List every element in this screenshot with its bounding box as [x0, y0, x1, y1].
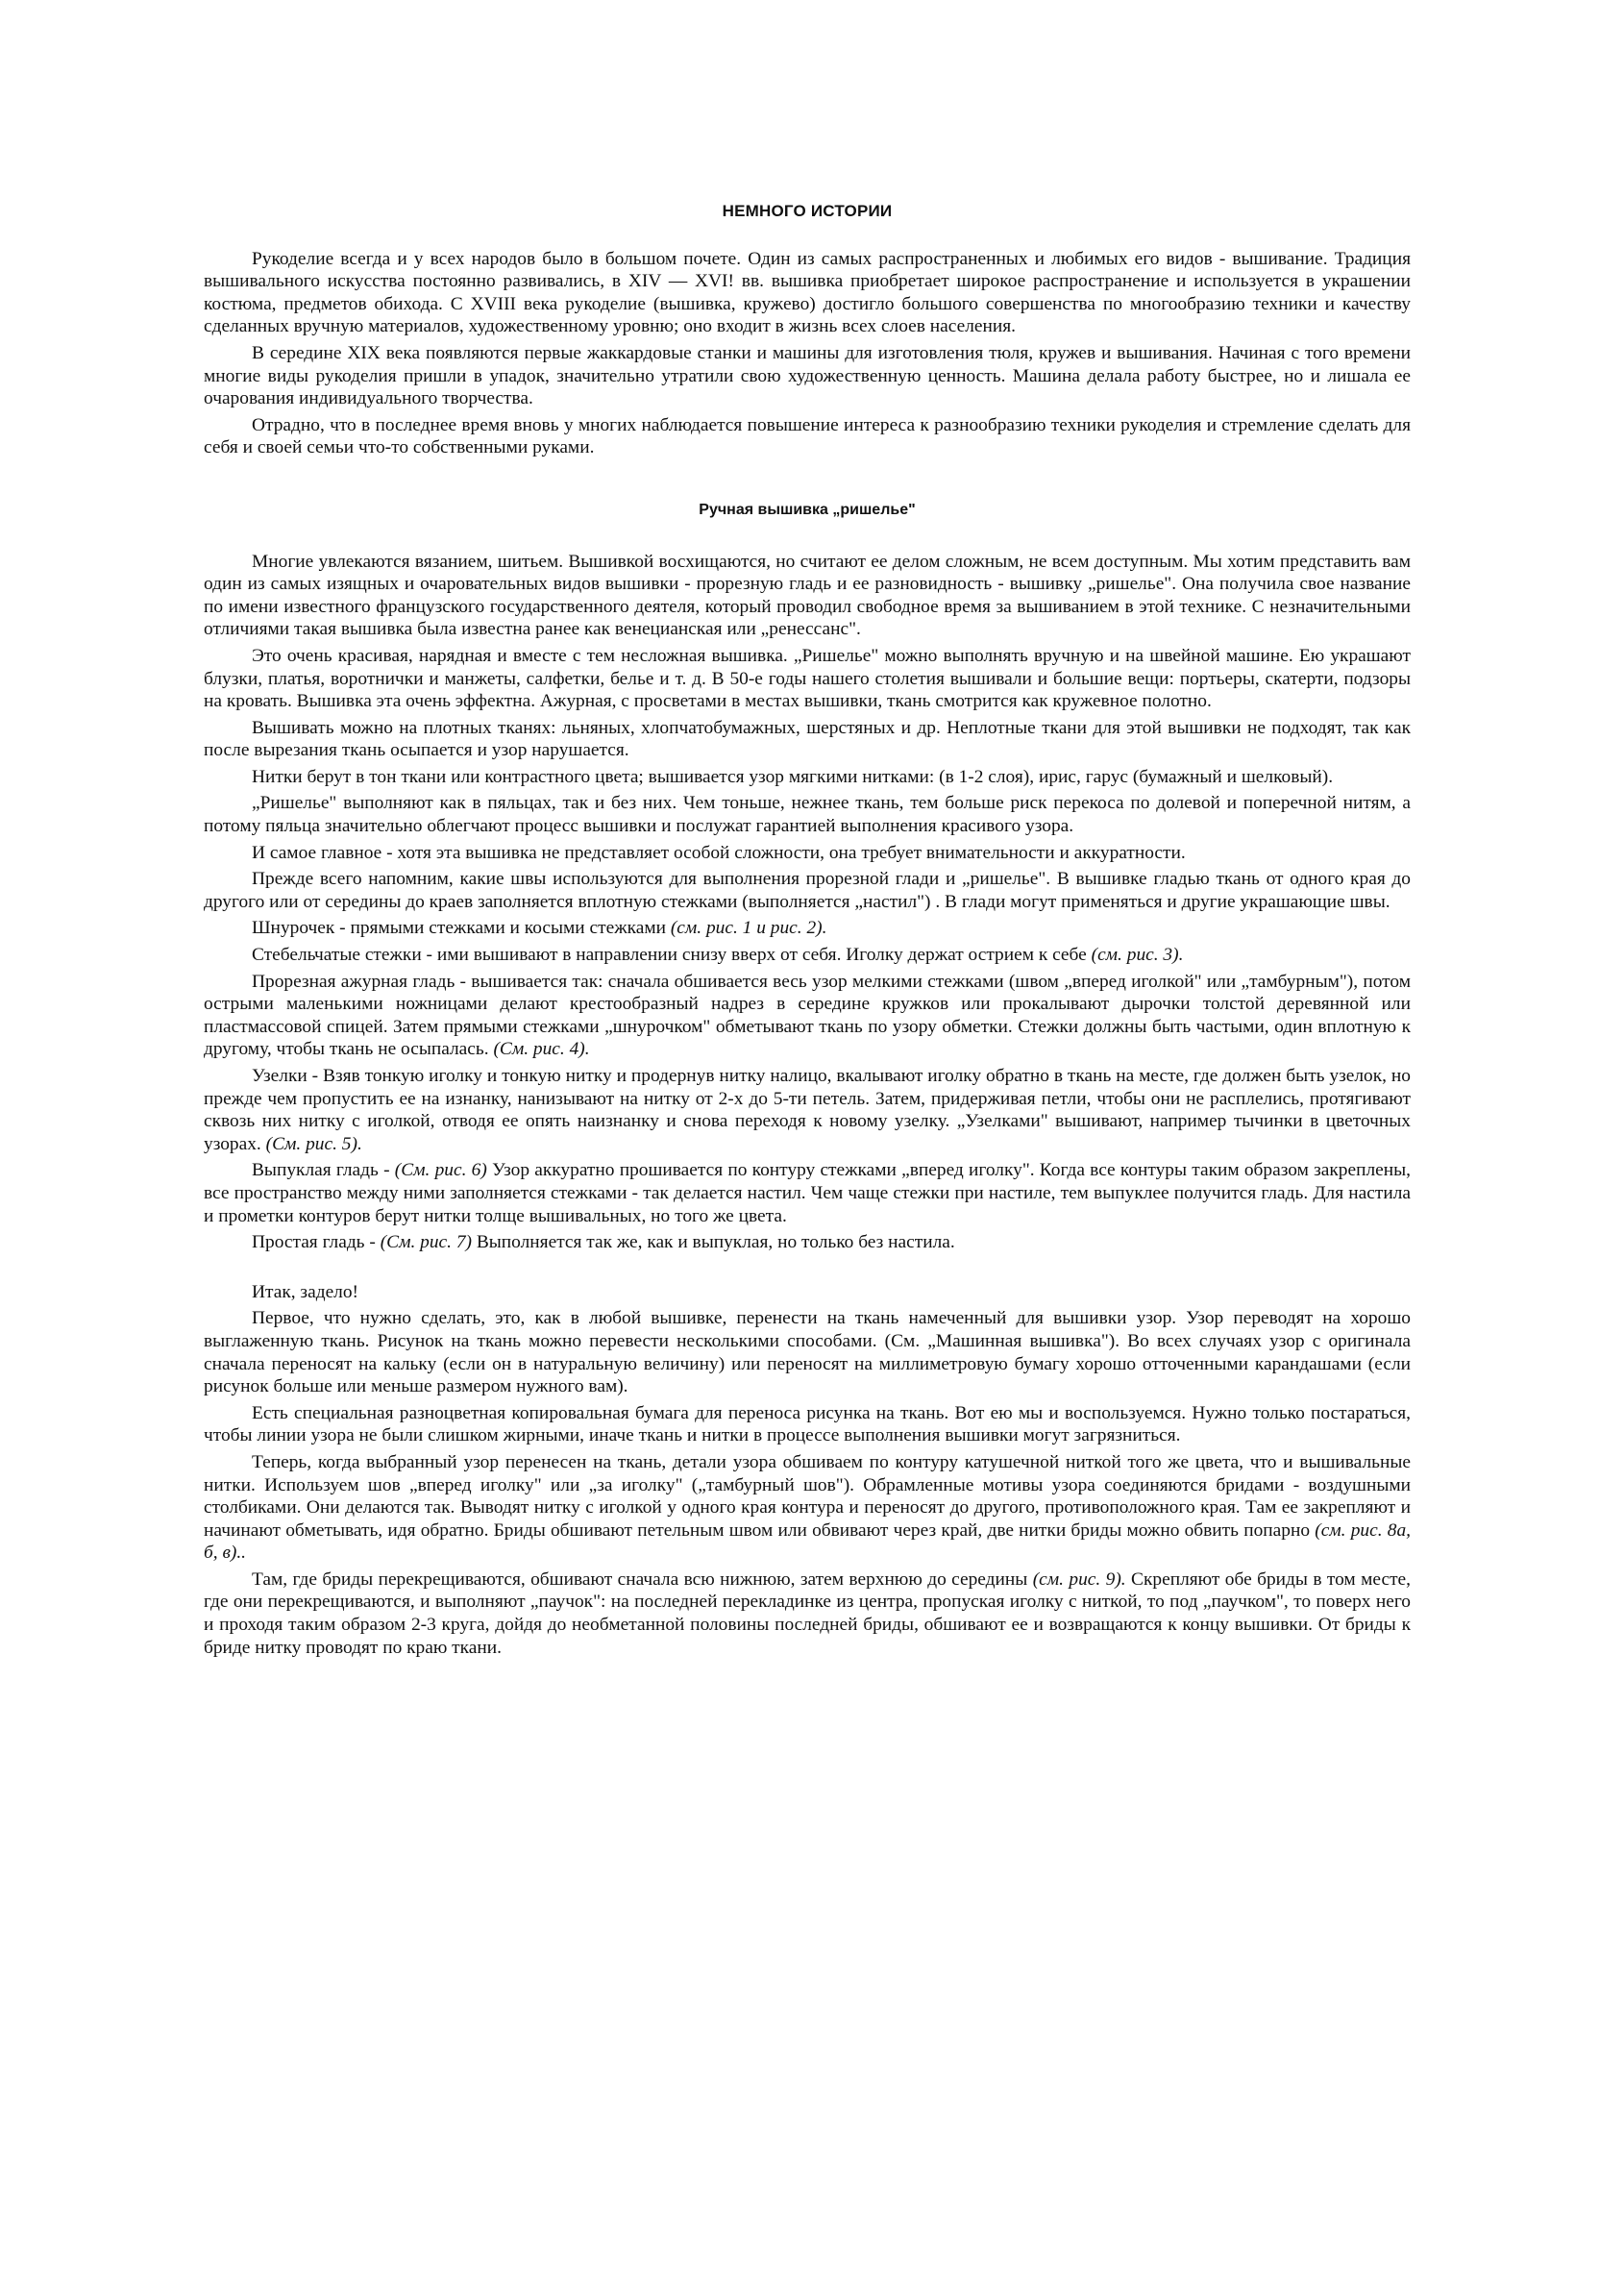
paragraph-raised-satin	[204, 1159, 1411, 1227]
paragraph-stitches: Прежде всего напомним, какие швы используются для выполнения прорезной глади и „ришелье". В вышивке гладью ткань от одного края до другого или от середины до краев заполняется вплотную стежками (выполняется „настил") . В глади могут применяться и другие украшающие швы.	[204, 869, 1411, 912]
history-paragraph-1: Рукоделие всегда и у всех народов было в большом почете. Один из самых распространенных и любимых его видов - вышивание. Традиция вышивального искусства постоянно развивались, в XIV — XVI! вв. вышивка приобретает широкое распространение и используется в украшении костюма, предметов обихода. С XVIII века рукоделие (вышивка, кружево) достигло большого совершенства по многообразию техники и качеству сделанных вручную материалов, художественному уровню; оно входит в жизнь всех слоев населения.	[204, 248, 1411, 337]
history-paragraph-3: Отрадно, что в последнее время вновь у многих наблюдается повышение интереса к разнообразию техники рукоделия и стремление сделать для себя и своей семьи что-то собственными руками.	[204, 414, 1411, 458]
text: Простая гладь -	[252, 1232, 381, 1253]
figure-ref: (см. рис. 8а, б, в)..	[204, 1519, 1412, 1564]
text: Стебельчатые стежки - ими вышивают в направлении снизу вверх от себя. Иголку держат острием к себе	[252, 945, 1092, 966]
text: Там, где бриды перекрещиваются, обшивают сначала всю нижнюю, затем верхнюю до середины	[252, 1568, 1033, 1590]
section-title-history: НЕМНОГО ИСТОРИИ	[722, 202, 893, 220]
figure-ref: (См. рис. 6)	[394, 1160, 487, 1181]
history-paragraph-2: В середине XIX века появляются первые жаккардовые станки и машины для изготовления тюля, кружев и вышивания. Начиная с того времени многие виды рукоделия пришли в упадок, значительно утратили свою художественную ценность. Машина делала работу быстрее, но и лишала ее очарования индивидуального творчества.	[204, 342, 1411, 409]
text: Узелки - Взяв тонкую иголку и тонкую нитку и продернув нитку налицо, вкалывают иголку обратно в ткань на месте, где должен быть узелок, но прежде чем пропустить ее на изнанку, нанизывают на нитку от 2-х до 5-ти петель. Затем, придерживая петли, чтобы они не расплелись, протягивают сквозь них нитку с иголкой, отводя ее опять наизнанку и снова переходя к новому узелку. „Узелками" вышивают, например тычинки в цветочных узорах.	[204, 1066, 1411, 1154]
text: Узор аккуратно прошивается по контуру стежками „вперед иголку". Когда все контуры таким образом закреплены, все пространство между ними заполняется стежками - так делается настил. Чем чаще стежки при настиле, тем выпуклее получится гладь. Для настила и прометки контуров берут нитки толще вышивальных, но того же цвета.	[204, 1160, 1411, 1226]
paragraph-knots	[204, 1065, 1411, 1155]
figure-ref: (см. рис. 9).	[1032, 1568, 1126, 1590]
figure-ref: (См. рис. 4).	[493, 1039, 590, 1060]
paragraph-main-point: И самое главное - хотя эта вышивка не представляет особой сложности, она требует внимательности и аккуратности.	[252, 842, 1186, 863]
paragraph-threads: Нитки берут в тон ткани или контрастного цвета; вышивается узор мягкими нитками: (в 1-2 слоя), ирис, гарус (бумажный и шелковый).	[252, 766, 1334, 787]
spacer	[204, 1258, 1411, 1281]
paragraph-brides	[204, 1451, 1411, 1565]
figure-ref: (см. рис. 1 и рис. 2).	[670, 918, 827, 939]
text: Шнурочек - прямыми стежками и косыми стежками	[252, 918, 671, 939]
section-title-richelieu: Ручная вышивка „ришелье"	[699, 501, 916, 518]
text: Выпуклая гладь -	[252, 1160, 395, 1181]
text: Выполняется так же, как и выпуклая, но только без настила.	[472, 1232, 955, 1253]
paragraph-transfer: Первое, что нужно сделать, это, как в любой вышивке, перенести на ткань намеченный для вышивки узор. Узор переводят на хорошо выглаженную ткань. Рисунок на ткань можно перевести несколькими способами. (См. „Машинная вышивка"). Во всех случаях узор с оригинала сначала переносят на кальку (если он в натуральную величину) или переносят на миллиметровую бумагу хорошо отточенными карандашами (если рисунок больше или меньше размером нужного вам).	[204, 1308, 1411, 1397]
paragraph-fabrics: Вышивать можно на плотных тканях: льняных, хлопчатобумажных, шерстяных и др. Неплотные ткани для этой вышивки не подходят, так как после вырезания ткань осыпается и узор нарушается.	[204, 717, 1411, 761]
paragraph-intro: Многие увлекаются вязанием, шитьем. Вышивкой восхищаются, но считают ее делом сложным, не всем доступным. Мы хотим представить вам один из самых изящных и очаровательных видов вышивки - прорезную гладь и ее разновидность - вышивку „ришелье". Она получила свое название по имени известного французского государственного деятеля, который проводил свободное время за вышиванием в этой технике. С незначительными отличиями такая вышивка была известна ранее как венецианская или „ренессанс".	[204, 551, 1411, 640]
paragraph-lets-start: Итак, задело!	[252, 1281, 359, 1302]
text: Теперь, когда выбранный узор перенесен на ткань, детали узора обшиваем по контуру катушечной ниткой того же цвета, что и вышивальные нитки. Используем шов „вперед иголку" или „за иголку" („тамбурный шов"). Обрамленные мотивы узора соединяются бридами - воздушными столбиками. Они делаются так. Выводят нитку с иголкой у одного края контура и переносят до другого, противоположного края. Там ее закрепляют и начинают обметывать, идя обратно. Бриды обшивают петельным швом или обвивают через край, две нитки бриды можно обвить попарно	[204, 1451, 1411, 1541]
figure-ref: (См. рис. 7)	[380, 1232, 472, 1253]
paragraph-spider	[204, 1568, 1411, 1659]
paragraph-simple-satin	[204, 1231, 1411, 1254]
paragraph-stem-stitch	[204, 944, 1411, 967]
paragraph-cord-stitch	[204, 917, 1411, 940]
paragraph-hoops: „Ришелье" выполняют как в пяльцах, так и без них. Чем тоньше, нежнее ткань, тем больше риск перекоса по долевой и поперечной нитям, а потому пяльца значительно облегчают процесс вышивки и послужат гарантией выполнения красивого узора.	[204, 793, 1411, 837]
text: Скрепляют обе бриды в том месте, где они перекрещиваются, и выполняют „паучок": на последней перекладинке из центра, пропуская иголку с ниткой, то под „паучком", то поверх него и проходя таким образом 2-3 круга, дойдя до необметанной половины последней бриды, обшивают ее и возвращаются к концу вышивки. От бриды к бриде нитку проводят по краю ткани.	[204, 1568, 1411, 1658]
text: Прорезная ажурная гладь - вышивается так: сначала обшивается весь узор мелкими стежками (швом „вперед иголкой" или „тамбурным"), потом острыми маленькими ножницами делают крестообразный надрез в середине кружков или прокалывают дырочки толстой деревянной или пластмассовой спицей. Затем прямыми стежками „шнурочком" обметывают ткань по узору обметки. Стежки должны быть частыми, один вплотную к другому, чтобы ткань не осыпалась.	[204, 971, 1411, 1060]
figure-ref: (см. рис. 3).	[1091, 945, 1184, 966]
paragraph-description: Это очень красивая, нарядная и вместе с тем несложная вышивка. „Ришелье" можно выполнять вручную и на швейной машине. Ею украшают блузки, платья, воротнички и манжеты, салфетки, белье и т. д. В 50-е годы нашего столетия вышивали и большие вещи: портьеры, скатерти, подзоры на кровать. Вышивка эта очень эффектна. Ажурная, с просветами в местах вышивки, ткань смотрится как кружевное полотно.	[204, 645, 1411, 712]
paragraph-cutwork	[204, 971, 1411, 1061]
figure-ref: (См. рис. 5).	[265, 1133, 362, 1154]
paragraph-carbon-paper: Есть специальная разноцветная копировальная бумага для переноса рисунка на ткань. Вот ею мы и воспользуемся. Нужно только постараться, чтобы линии узора не были слишком жирными, иначе ткань и нитки в процессе выполнения вышивки могут загрязниться.	[204, 1402, 1411, 1446]
